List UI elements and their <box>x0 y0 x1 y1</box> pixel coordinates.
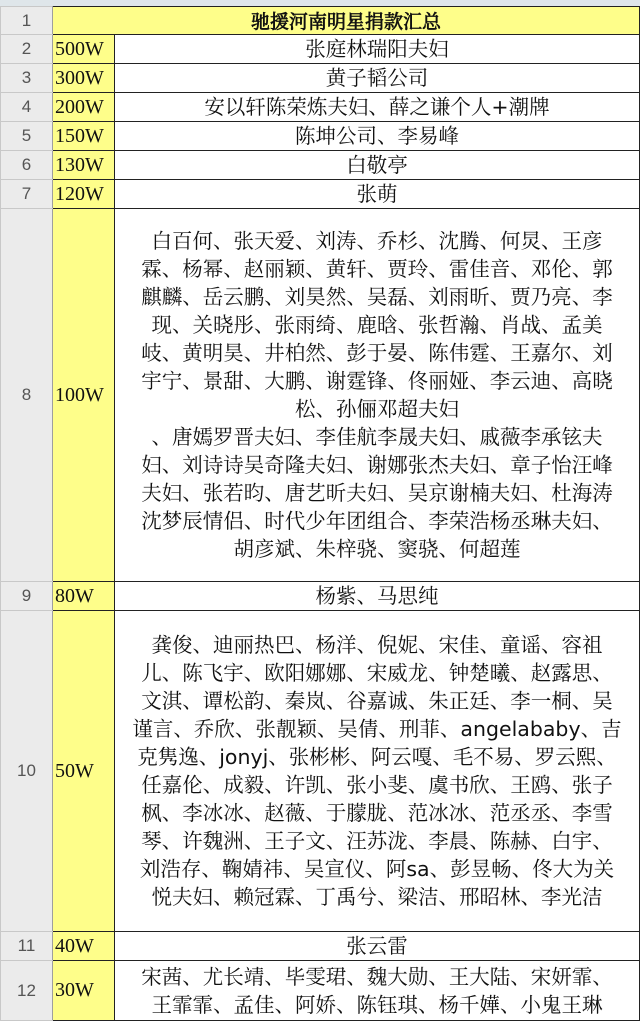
donor-names-line: 霖、杨幂、赵丽颖、黄轩、贾玲、雷佳音、邓伦、郭 <box>141 257 613 281</box>
donor-names-line: 刘浩存、鞠婧祎、吴宣仪、阿sa、彭昱畅、佟大为关 <box>139 857 615 881</box>
row-number[interactable]: 3 <box>1 64 53 93</box>
table-row <box>1 122 640 151</box>
row-number[interactable]: 2 <box>1 35 53 64</box>
donor-names-line: 沈梦辰情侣、时代少年团组合、李荣浩杨丞琳夫妇、 <box>141 509 613 533</box>
row-number[interactable]: 10 <box>1 611 53 932</box>
amount-cell[interactable]: 150W <box>53 122 115 151</box>
sheet-title[interactable]: 驰援河南明星捐款汇总 <box>53 7 640 35</box>
donor-names-line: 宇宁、景甜、大鹏、谢霆锋、佟丽娅、李云迪、高晓 <box>141 369 613 393</box>
donor-names-cell[interactable] <box>115 961 640 1021</box>
table-row <box>1 180 640 209</box>
donor-names-line: 龚俊、迪丽热巴、杨洋、倪妮、宋佳、童谣、容祖 <box>151 633 603 657</box>
amount-cell[interactable]: 300W <box>53 64 115 93</box>
donor-names-cell[interactable]: 安以轩陈荣炼夫妇、薛之谦个人+潮牌 <box>115 93 640 122</box>
donor-names-line: 松、孙俪邓超夫妇 <box>295 397 459 421</box>
table-row <box>1 93 640 122</box>
donor-names-line: 任嘉伦、成毅、许凯、张小斐、虞书欣、王鸥、张子 <box>141 773 613 797</box>
donor-names-line: 麒麟、岳云鹏、刘昊然、吴磊、刘雨昕、贾乃亮、李 <box>141 285 613 309</box>
amount-cell[interactable]: 100W <box>53 209 115 582</box>
donor-names-line: 文淇、谭松韵、秦岚、谷嘉诚、朱正廷、李一桐、吴 <box>141 689 613 713</box>
donor-names-cell[interactable]: 白敬亭 <box>115 151 640 180</box>
donor-names-line: 克隽逸、jonyj、张彬彬、阿云嘎、毛不易、罗云熙、 <box>137 745 617 769</box>
donor-names-cell[interactable] <box>115 611 640 932</box>
donor-names-line: 夫妇、张若昀、唐艺昕夫妇、吴京谢楠夫妇、杜海涛 <box>141 481 613 505</box>
row-number[interactable]: 11 <box>1 932 53 961</box>
row-number[interactable]: 6 <box>1 151 53 180</box>
donor-names-cell[interactable]: 张庭林瑞阳夫妇 <box>115 35 640 64</box>
amount-cell[interactable]: 80W <box>53 582 115 611</box>
donor-names-line: 谨言、乔欣、张靓颖、吴倩、刑菲、angelababy、吉 <box>132 717 622 741</box>
table-row <box>1 611 640 932</box>
table-row <box>1 151 640 180</box>
amount-cell[interactable]: 120W <box>53 180 115 209</box>
row-number[interactable]: 12 <box>1 961 53 1021</box>
table-row <box>1 7 640 35</box>
amount-cell[interactable]: 40W <box>53 932 115 961</box>
donor-names-line: 宋茜、尤长靖、毕雯珺、魏大勋、王大陆、宋妍霏、 <box>141 964 613 989</box>
table-row <box>1 209 640 582</box>
donor-names-line: 现、关晓彤、张雨绮、鹿晗、张哲瀚、肖战、孟美 <box>151 313 603 337</box>
donor-names-line: 儿、陈飞宇、欧阳娜娜、宋威龙、钟楚曦、赵露思、 <box>141 661 613 685</box>
donor-names-cell[interactable] <box>115 209 640 582</box>
row-number[interactable]: 7 <box>1 180 53 209</box>
row-number[interactable]: 1 <box>1 7 53 35</box>
donor-names-line: 白百何、张天爱、刘涛、乔杉、沈腾、何炅、王彦 <box>151 229 603 253</box>
row-number[interactable]: 8 <box>1 209 53 582</box>
row-number[interactable]: 9 <box>1 582 53 611</box>
donor-names-line: 琴、许魏洲、王子文、汪苏泷、李晨、陈赫、白宇、 <box>141 829 613 853</box>
table-row <box>1 64 640 93</box>
donor-names-line: 枫、李冰冰、赵薇、于朦胧、范冰冰、范丞丞、李雪 <box>141 801 613 825</box>
donation-table <box>0 6 640 1021</box>
donor-names-line: 妇、刘诗诗吴奇隆夫妇、谢娜张杰夫妇、章子怡汪峰 <box>141 453 613 477</box>
row-number[interactable]: 4 <box>1 93 53 122</box>
table-row <box>1 35 640 64</box>
donor-names-cell[interactable]: 黄子韬公司 <box>115 64 640 93</box>
amount-cell[interactable]: 130W <box>53 151 115 180</box>
donor-names-cell[interactable]: 张云雷 <box>115 932 640 961</box>
donor-names-cell[interactable]: 陈坤公司、李易峰 <box>115 122 640 151</box>
donor-names-line: 胡彦斌、朱梓骁、窦骁、何超莲 <box>233 537 521 561</box>
donor-names-cell[interactable]: 杨紫、马思纯 <box>115 582 640 611</box>
amount-cell[interactable]: 500W <box>53 35 115 64</box>
table-row <box>1 961 640 1021</box>
amount-cell[interactable]: 30W <box>53 961 115 1021</box>
donor-names-line: 悦夫妇、赖冠霖、丁禹兮、梁洁、邢昭林、李光洁 <box>151 885 603 909</box>
donor-names-line: 王霏霏、孟佳、阿娇、陈钰琪、杨千嬅、小鬼王琳 <box>151 992 603 1017</box>
amount-cell[interactable]: 200W <box>53 93 115 122</box>
row-number[interactable]: 5 <box>1 122 53 151</box>
amount-cell[interactable]: 50W <box>53 611 115 932</box>
donor-names-cell[interactable]: 张萌 <box>115 180 640 209</box>
donor-names-line: 岐、黄明昊、井柏然、彭于晏、陈伟霆、王嘉尔、刘 <box>141 341 613 365</box>
donor-names-line: 、唐嫣罗晋夫妇、李佳航李晟夫妇、戚薇李承铉夫 <box>151 425 603 449</box>
table-row <box>1 582 640 611</box>
table-row <box>1 932 640 961</box>
